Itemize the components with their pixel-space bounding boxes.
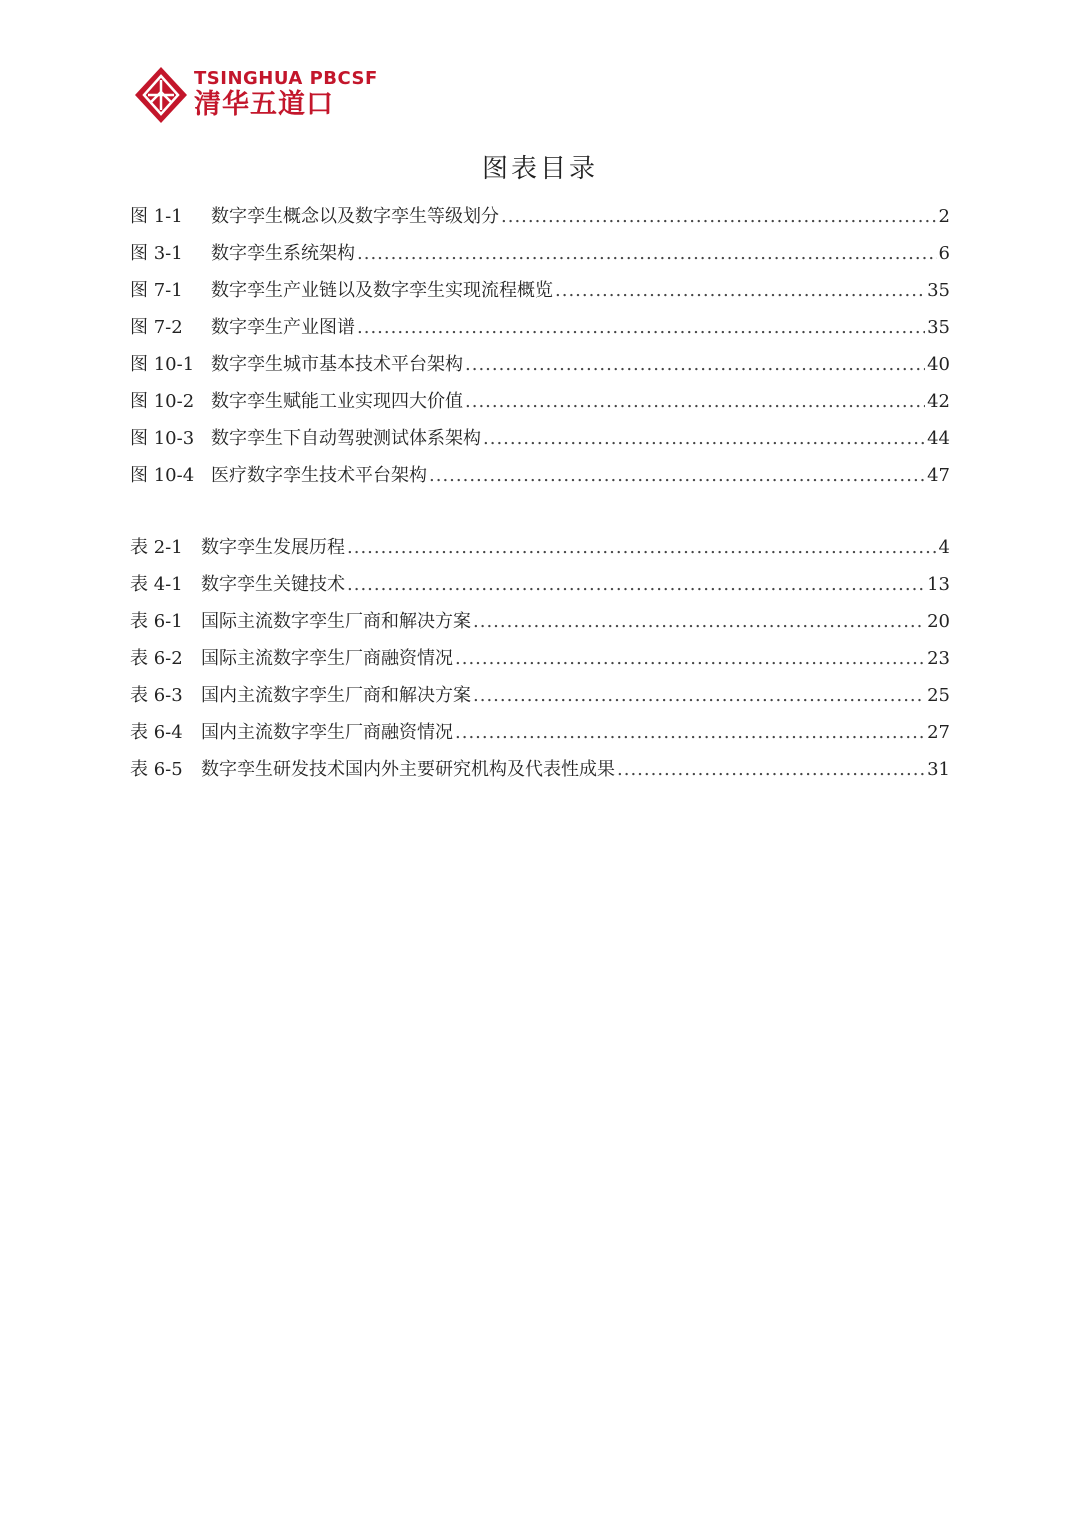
entry-label: 表 6-5 <box>130 759 183 780</box>
toc-entry[interactable] <box>130 714 950 751</box>
dot-leader <box>357 309 925 346</box>
entry-page: 27 <box>927 722 950 743</box>
entry-label: 表 6-2 <box>130 648 183 669</box>
entry-title: 数字孪生研发技术国内外主要研究机构及代表性成果 <box>201 759 615 780</box>
entry-page: 23 <box>927 648 950 669</box>
toc-entry[interactable] <box>130 751 950 788</box>
dot-leader <box>483 420 925 457</box>
logo-chinese-text: 清华五道口 <box>194 89 334 120</box>
entry-label: 图 10-1 <box>130 354 195 375</box>
dot-leader <box>357 235 937 272</box>
entry-page: 25 <box>927 685 950 706</box>
entry-title: 数字孪生产业图谱 <box>211 317 355 338</box>
entry-title: 国内主流数字孪生厂商和解决方案 <box>201 685 471 706</box>
entry-page: 2 <box>938 206 950 227</box>
entry-page: 40 <box>927 354 950 375</box>
entry-title: 国际主流数字孪生厂商融资情况 <box>201 648 453 669</box>
toc-entry[interactable] <box>130 640 950 677</box>
dot-leader <box>465 383 925 420</box>
entry-title: 医疗数字孪生技术平台架构 <box>211 465 427 486</box>
entry-title: 数字孪生发展历程 <box>201 537 345 558</box>
toc-entry[interactable] <box>130 309 950 346</box>
page-title: 图表目录 <box>481 154 598 184</box>
toc-entry[interactable] <box>130 272 950 309</box>
entry-page: 47 <box>927 465 950 486</box>
toc-entry[interactable] <box>130 603 950 640</box>
entry-page: 20 <box>927 611 950 632</box>
entry-page: 35 <box>927 280 950 301</box>
entry-label: 表 6-4 <box>130 722 183 743</box>
entry-title: 数字孪生产业链以及数字孪生实现流程概览 <box>211 280 553 301</box>
entry-label: 表 2-1 <box>130 537 183 558</box>
entry-label: 图 7-1 <box>130 280 183 301</box>
toc-entry[interactable] <box>130 566 950 603</box>
entry-label: 图 10-3 <box>130 428 195 449</box>
entry-label: 图 3-1 <box>130 243 183 264</box>
tables-toc <box>130 529 950 788</box>
entry-page: 35 <box>927 317 950 338</box>
entry-title: 数字孪生城市基本技术平台架构 <box>211 354 463 375</box>
toc-entry[interactable] <box>130 529 950 566</box>
dot-leader <box>347 566 925 603</box>
entry-title: 数字孪生关键技术 <box>201 574 345 595</box>
dot-leader <box>617 751 925 788</box>
tsinghua-logo-icon <box>134 66 188 124</box>
entry-label: 图 7-2 <box>130 317 183 338</box>
dot-leader <box>347 529 937 566</box>
dot-leader <box>465 346 925 383</box>
toc-entry[interactable] <box>130 677 950 714</box>
entry-label: 图 10-2 <box>130 391 195 412</box>
toc-entry[interactable] <box>130 420 950 457</box>
logo-english-text: TSINGHUA PBCSF <box>194 68 378 89</box>
entry-title: 国内主流数字孪生厂商融资情况 <box>201 722 453 743</box>
entry-page: 44 <box>927 428 950 449</box>
dot-leader <box>455 714 925 751</box>
entry-title: 数字孪生下自动驾驶测试体系架构 <box>211 428 481 449</box>
dot-leader <box>455 640 925 677</box>
dot-leader <box>555 272 925 309</box>
entry-page: 13 <box>927 574 950 595</box>
entry-page: 31 <box>927 759 950 780</box>
figures-toc <box>130 198 950 494</box>
entry-page: 6 <box>938 243 950 264</box>
dot-leader <box>473 603 925 640</box>
toc-entry[interactable] <box>130 198 950 235</box>
logo <box>134 66 378 124</box>
dot-leader <box>429 457 925 494</box>
dot-leader <box>473 677 925 714</box>
toc-entry[interactable] <box>130 346 950 383</box>
toc-entry[interactable] <box>130 235 950 272</box>
entry-page: 42 <box>927 391 950 412</box>
entry-label: 图 10-4 <box>130 465 195 486</box>
entry-title: 数字孪生概念以及数字孪生等级划分 <box>211 206 499 227</box>
toc-entry[interactable] <box>130 457 950 494</box>
entry-label: 图 1-1 <box>130 206 183 227</box>
dot-leader <box>501 198 937 235</box>
entry-title: 数字孪生赋能工业实现四大价值 <box>211 391 463 412</box>
entry-label: 表 6-3 <box>130 685 183 706</box>
entry-page: 4 <box>938 537 950 558</box>
entry-label: 表 6-1 <box>130 611 183 632</box>
toc-entry[interactable] <box>130 383 950 420</box>
entry-label: 表 4-1 <box>130 574 183 595</box>
entry-title: 数字孪生系统架构 <box>211 243 355 264</box>
entry-title: 国际主流数字孪生厂商和解决方案 <box>201 611 471 632</box>
